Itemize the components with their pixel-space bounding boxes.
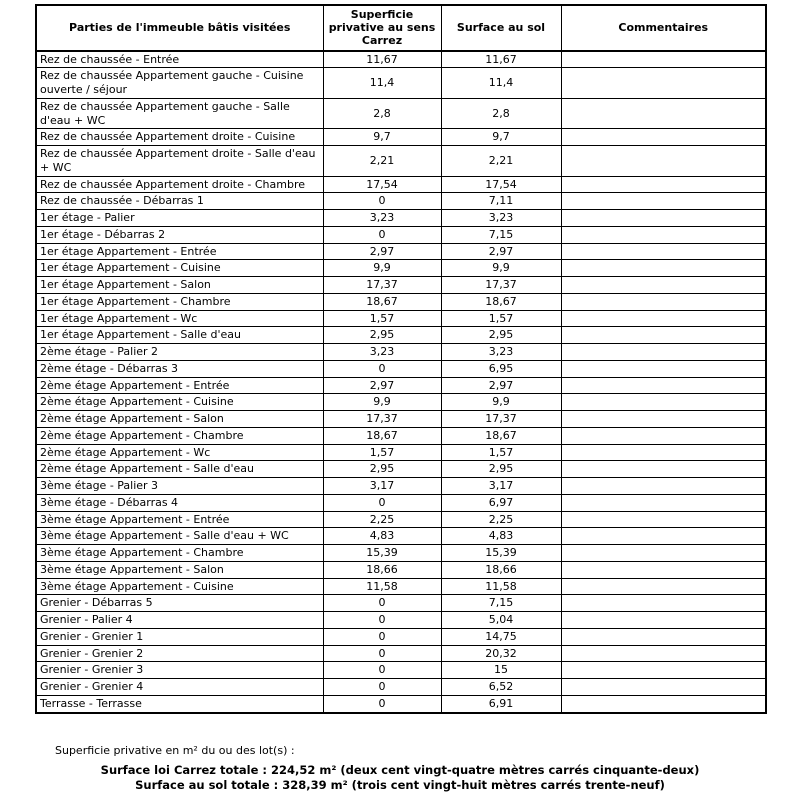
carrez-value-cell: 0 — [323, 612, 441, 629]
room-label-cell: 3ème étage Appartement - Salon — [36, 561, 323, 578]
carrez-value-cell: 18,67 — [323, 427, 441, 444]
comment-cell — [561, 293, 766, 310]
carrez-value-cell: 18,67 — [323, 293, 441, 310]
sol-value-cell: 9,7 — [441, 129, 561, 146]
table-row — [36, 68, 766, 99]
sol-total-line: Surface au sol totale : 328,39 m² (trois cent vingt-huit mètres carrés trente-neuf) — [135, 778, 665, 793]
sol-value-cell: 14,75 — [441, 628, 561, 645]
comment-cell — [561, 511, 766, 528]
sol-value-cell: 2,25 — [441, 511, 561, 528]
table-row — [36, 293, 766, 310]
carrez-value-cell: 0 — [323, 193, 441, 210]
column-header-parties: Parties de l'immeuble bâtis visitées — [36, 5, 323, 51]
table-row — [36, 146, 766, 177]
carrez-value-cell: 2,97 — [323, 243, 441, 260]
sol-value-cell: 15 — [441, 662, 561, 679]
table-row — [36, 344, 766, 361]
carrez-value-cell: 0 — [323, 628, 441, 645]
comment-cell — [561, 377, 766, 394]
carrez-value-cell: 15,39 — [323, 545, 441, 562]
carrez-value-cell: 11,4 — [323, 68, 441, 99]
sol-value-cell: 7,15 — [441, 595, 561, 612]
room-label-cell: Rez de chaussée Appartement gauche - Cuisine ouverte / séjour — [36, 68, 323, 99]
sol-value-cell: 17,54 — [441, 176, 561, 193]
table-row — [36, 494, 766, 511]
surface-measurements-table — [35, 4, 767, 714]
comment-cell — [561, 310, 766, 327]
table-row — [36, 360, 766, 377]
column-header-superficie-carrez: Superficie privative au sens Carrez — [323, 5, 441, 51]
comment-cell — [561, 68, 766, 99]
room-label-cell: 2ème étage Appartement - Cuisine — [36, 394, 323, 411]
carrez-value-cell: 0 — [323, 645, 441, 662]
table-row — [36, 662, 766, 679]
comment-cell — [561, 444, 766, 461]
room-label-cell: 3ème étage Appartement - Cuisine — [36, 578, 323, 595]
comment-cell — [561, 494, 766, 511]
room-label-cell: 3ème étage Appartement - Entrée — [36, 511, 323, 528]
carrez-value-cell: 2,97 — [323, 377, 441, 394]
table-row — [36, 176, 766, 193]
room-label-cell: Rez de chaussée - Entrée — [36, 51, 323, 68]
sol-value-cell: 6,97 — [441, 494, 561, 511]
carrez-value-cell: 1,57 — [323, 310, 441, 327]
table-row — [36, 528, 766, 545]
table-row — [36, 695, 766, 712]
comment-cell — [561, 146, 766, 177]
room-label-cell: Terrasse - Terrasse — [36, 695, 323, 712]
comment-cell — [561, 129, 766, 146]
sol-value-cell: 18,66 — [441, 561, 561, 578]
table-row — [36, 394, 766, 411]
table-header — [36, 5, 766, 51]
table-row — [36, 193, 766, 210]
room-label-cell: 1er étage Appartement - Entrée — [36, 243, 323, 260]
table-row — [36, 51, 766, 68]
carrez-value-cell: 11,67 — [323, 51, 441, 68]
sol-value-cell: 6,95 — [441, 360, 561, 377]
sol-value-cell: 3,23 — [441, 344, 561, 361]
carrez-value-cell: 3,23 — [323, 210, 441, 227]
comment-cell — [561, 210, 766, 227]
room-label-cell: 1er étage Appartement - Cuisine — [36, 260, 323, 277]
sol-value-cell: 4,83 — [441, 528, 561, 545]
room-label-cell: 3ème étage Appartement - Salle d'eau + WC — [36, 528, 323, 545]
room-label-cell: 1er étage Appartement - Salle d'eau — [36, 327, 323, 344]
sol-value-cell: 1,57 — [441, 310, 561, 327]
room-label-cell: 2ème étage - Débarras 3 — [36, 360, 323, 377]
carrez-value-cell: 3,17 — [323, 478, 441, 495]
carrez-value-cell: 2,21 — [323, 146, 441, 177]
carrez-value-cell: 4,83 — [323, 528, 441, 545]
sol-value-cell: 2,21 — [441, 146, 561, 177]
room-label-cell: 2ème étage Appartement - Chambre — [36, 427, 323, 444]
comment-cell — [561, 695, 766, 712]
table-row — [36, 595, 766, 612]
sol-value-cell: 11,58 — [441, 578, 561, 595]
comment-cell — [561, 98, 766, 129]
comment-cell — [561, 612, 766, 629]
room-label-cell: 1er étage Appartement - Chambre — [36, 293, 323, 310]
comment-cell — [561, 360, 766, 377]
room-label-cell: Grenier - Grenier 2 — [36, 645, 323, 662]
comment-cell — [561, 578, 766, 595]
table-row — [36, 210, 766, 227]
table-row — [36, 243, 766, 260]
sol-value-cell: 15,39 — [441, 545, 561, 562]
table-row — [36, 612, 766, 629]
comment-cell — [561, 645, 766, 662]
sol-value-cell: 2,97 — [441, 377, 561, 394]
sol-value-cell: 17,37 — [441, 411, 561, 428]
sol-value-cell: 11,67 — [441, 51, 561, 68]
carrez-value-cell: 0 — [323, 695, 441, 712]
table-row — [36, 226, 766, 243]
carrez-value-cell: 2,95 — [323, 327, 441, 344]
sol-value-cell: 9,9 — [441, 260, 561, 277]
sol-value-cell: 17,37 — [441, 277, 561, 294]
carrez-value-cell: 9,9 — [323, 394, 441, 411]
room-label-cell: 3ème étage - Palier 3 — [36, 478, 323, 495]
superficie-note: Superficie privative en m² du ou des lot(s) : — [55, 744, 295, 757]
room-label-cell: Grenier - Palier 4 — [36, 612, 323, 629]
comment-cell — [561, 528, 766, 545]
sol-value-cell: 18,67 — [441, 293, 561, 310]
sol-value-cell: 9,9 — [441, 394, 561, 411]
comment-cell — [561, 277, 766, 294]
column-header-surface-sol: Surface au sol — [441, 5, 561, 51]
comment-cell — [561, 327, 766, 344]
carrez-value-cell: 2,95 — [323, 461, 441, 478]
comment-cell — [561, 226, 766, 243]
carrez-value-cell: 0 — [323, 662, 441, 679]
room-label-cell: 2ème étage Appartement - Salle d'eau — [36, 461, 323, 478]
sol-value-cell: 6,52 — [441, 679, 561, 696]
table-row — [36, 411, 766, 428]
table-row — [36, 277, 766, 294]
comment-cell — [561, 595, 766, 612]
room-label-cell: 1er étage - Palier — [36, 210, 323, 227]
sol-value-cell: 11,4 — [441, 68, 561, 99]
comment-cell — [561, 344, 766, 361]
table-row — [36, 444, 766, 461]
carrez-value-cell: 11,58 — [323, 578, 441, 595]
sol-value-cell: 2,97 — [441, 243, 561, 260]
table-row — [36, 129, 766, 146]
carrez-value-cell: 9,7 — [323, 129, 441, 146]
carrez-value-cell: 3,23 — [323, 344, 441, 361]
table-row — [36, 260, 766, 277]
sol-value-cell: 1,57 — [441, 444, 561, 461]
carrez-value-cell: 9,9 — [323, 260, 441, 277]
table-row — [36, 545, 766, 562]
room-label-cell: Grenier - Grenier 4 — [36, 679, 323, 696]
room-label-cell: 1er étage - Débarras 2 — [36, 226, 323, 243]
carrez-total-line: Surface loi Carrez totale : 224,52 m² (deux cent vingt-quatre mètres carrés cinquante-deux) — [100, 763, 700, 777]
room-label-cell: Rez de chaussée Appartement droite - Chambre — [36, 176, 323, 193]
room-label-cell: Rez de chaussée Appartement droite - Cuisine — [36, 129, 323, 146]
sol-value-cell: 7,11 — [441, 193, 561, 210]
sol-value-cell: 3,23 — [441, 210, 561, 227]
carrez-value-cell: 0 — [323, 595, 441, 612]
carrez-value-cell: 0 — [323, 360, 441, 377]
carrez-value-cell: 1,57 — [323, 444, 441, 461]
room-label-cell: 2ème étage - Palier 2 — [36, 344, 323, 361]
comment-cell — [561, 461, 766, 478]
carrez-value-cell: 2,25 — [323, 511, 441, 528]
comment-cell — [561, 260, 766, 277]
sol-value-cell: 2,8 — [441, 98, 561, 129]
column-header-commentaires: Commentaires — [561, 5, 766, 51]
comment-cell — [561, 545, 766, 562]
comment-cell — [561, 193, 766, 210]
sol-value-cell: 5,04 — [441, 612, 561, 629]
comment-cell — [561, 427, 766, 444]
table-row — [36, 377, 766, 394]
room-label-cell: 2ème étage Appartement - Wc — [36, 444, 323, 461]
room-label-cell: Grenier - Débarras 5 — [36, 595, 323, 612]
comment-cell — [561, 411, 766, 428]
sol-value-cell: 7,15 — [441, 226, 561, 243]
carrez-value-cell: 0 — [323, 226, 441, 243]
room-label-cell: 3ème étage - Débarras 4 — [36, 494, 323, 511]
table-row — [36, 679, 766, 696]
totals-block — [0, 763, 800, 793]
room-label-cell: 2ème étage Appartement - Entrée — [36, 377, 323, 394]
comment-cell — [561, 176, 766, 193]
room-label-cell: Rez de chaussée - Débarras 1 — [36, 193, 323, 210]
carrez-value-cell: 0 — [323, 679, 441, 696]
carrez-value-cell: 17,54 — [323, 176, 441, 193]
table-row — [36, 645, 766, 662]
sol-value-cell: 3,17 — [441, 478, 561, 495]
comment-cell — [561, 662, 766, 679]
sol-value-cell: 2,95 — [441, 461, 561, 478]
room-label-cell: Rez de chaussée Appartement droite - Salle d'eau + WC — [36, 146, 323, 177]
carrez-value-cell: 18,66 — [323, 561, 441, 578]
room-label-cell: 2ème étage Appartement - Salon — [36, 411, 323, 428]
table-row — [36, 561, 766, 578]
carrez-value-cell: 17,37 — [323, 277, 441, 294]
table-row — [36, 327, 766, 344]
comment-cell — [561, 51, 766, 68]
room-label-cell: 3ème étage Appartement - Chambre — [36, 545, 323, 562]
comment-cell — [561, 394, 766, 411]
header-row — [36, 5, 766, 51]
table-row — [36, 628, 766, 645]
room-label-cell: 1er étage Appartement - Salon — [36, 277, 323, 294]
table-body — [36, 51, 766, 713]
room-label-cell: Rez de chaussée Appartement gauche - Salle d'eau + WC — [36, 98, 323, 129]
comment-cell — [561, 561, 766, 578]
room-label-cell: Grenier - Grenier 3 — [36, 662, 323, 679]
table-row — [36, 578, 766, 595]
comment-cell — [561, 628, 766, 645]
room-label-cell: Grenier - Grenier 1 — [36, 628, 323, 645]
comment-cell — [561, 243, 766, 260]
room-label-cell: 1er étage Appartement - Wc — [36, 310, 323, 327]
carrez-value-cell: 17,37 — [323, 411, 441, 428]
sol-value-cell: 18,67 — [441, 427, 561, 444]
sol-value-cell: 6,91 — [441, 695, 561, 712]
carrez-value-cell: 0 — [323, 494, 441, 511]
sol-value-cell: 20,32 — [441, 645, 561, 662]
table-row — [36, 511, 766, 528]
table-row — [36, 98, 766, 129]
table-row — [36, 478, 766, 495]
table-row — [36, 310, 766, 327]
comment-cell — [561, 679, 766, 696]
table-row — [36, 461, 766, 478]
table-row — [36, 427, 766, 444]
carrez-value-cell: 2,8 — [323, 98, 441, 129]
comment-cell — [561, 478, 766, 495]
sol-value-cell: 2,95 — [441, 327, 561, 344]
